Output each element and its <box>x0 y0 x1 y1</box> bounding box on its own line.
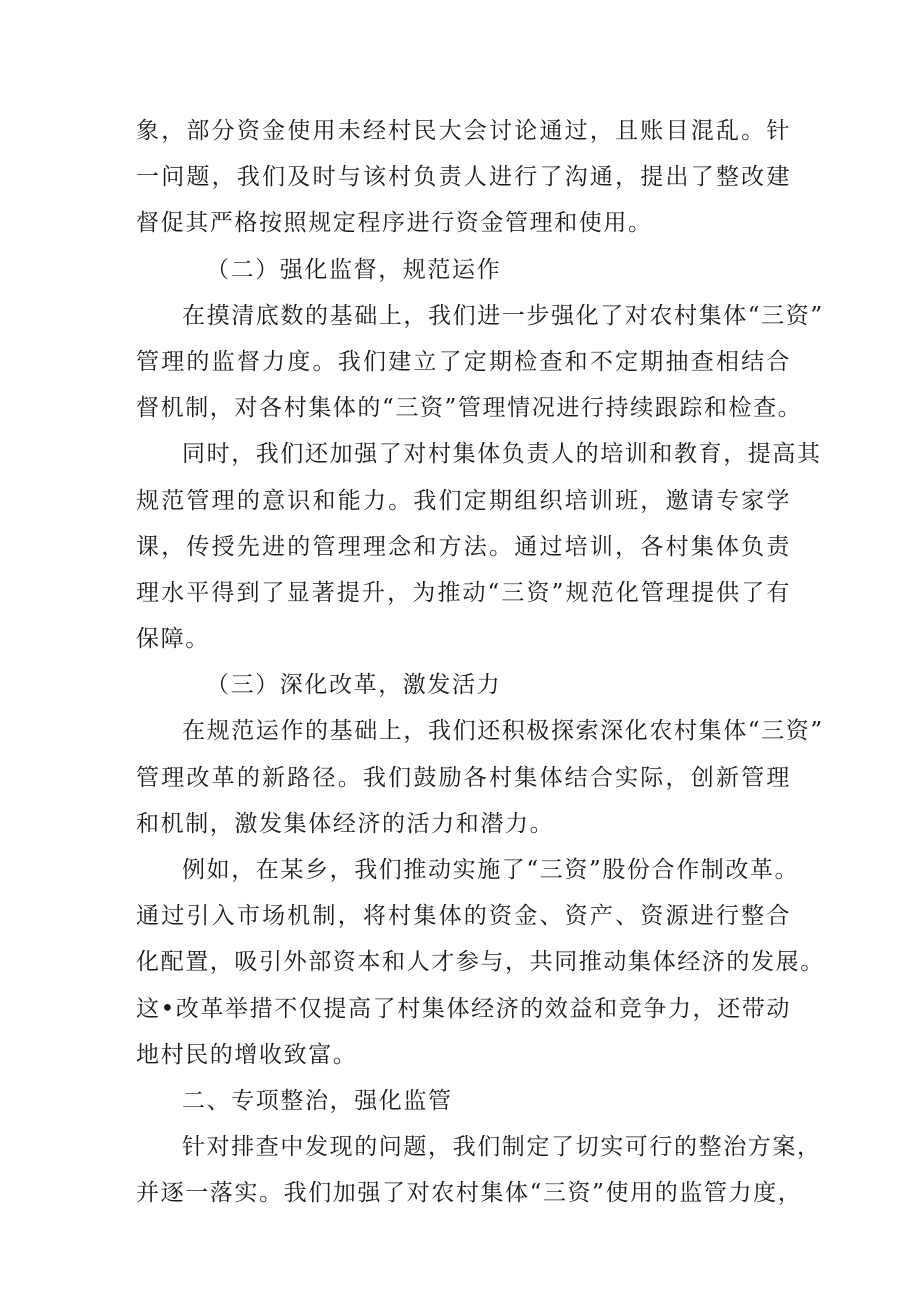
text-line: 通过引入市场机制，将村集体的资金、资产、资源进行整合 <box>136 903 791 930</box>
text-line: 地村民的增收致富。 <box>136 1041 358 1068</box>
section-heading: （二）强化监督，规范运作 <box>206 256 502 283</box>
text-line: 和机制，激发集体经济的活力和潜力。 <box>136 810 555 837</box>
text-line: 管理改革的新路径。我们鼓励各村集体结合实际，创新管理 <box>136 764 791 791</box>
text-line: 这•改革举措不仅提高了村集体经济的效益和竞争力，还带动 <box>136 995 791 1022</box>
section-heading: （三）深化改革，激发活力 <box>206 672 502 699</box>
text-line: 在规范运作的基础上，我们还积极探索深化农村集体“三资” <box>182 718 824 745</box>
text-line: 督机制，对各村集体的“三资”管理情况进行持续跟踪和检查。 <box>136 395 803 422</box>
text-line: 规范管理的意识和能力。我们定期组织培训班，邀请专家学 <box>136 487 791 514</box>
text-line: 针对排查中发现的问题，我们制定了切实可行的整治方案， <box>182 1134 822 1161</box>
section-heading: 二、专项整治，强化监管 <box>182 1087 453 1114</box>
text-line: 一问题，我们及时与该村负责人进行了沟通，提出了整改建 <box>136 164 791 191</box>
text-line: 管理的监督力度。我们建立了定期检查和不定期抽查相结合 <box>136 348 791 375</box>
text-line: 督促其严格按照规定程序进行资金管理和使用。 <box>136 210 653 237</box>
text-line: 象，部分资金使用未经村民大会讨论通过，且账目混乱。针 <box>136 118 791 144</box>
text-line: 例如，在某乡，我们推动实施了“三资”股份合作制改革。 <box>182 857 800 883</box>
text-line: 在摸清底数的基础上，我们进一步强化了对农村集体“三资” <box>182 302 824 329</box>
text-line: 同时，我们还加强了对村集体负责人的培训和教育，提高其 <box>182 441 822 468</box>
text-line: 并逐一落实。我们加强了对农村集体“三资”使用的监管力度， <box>136 1180 803 1207</box>
body-text <box>136 108 825 1217</box>
text-line: 保障。 <box>136 626 210 653</box>
text-line: 课，传授先进的管理理念和方法。通过培训，各村集体负责 <box>136 533 791 560</box>
text-line: 化配置，吸引外部资本和人才参与，共同推动集体经济的发展。 <box>136 949 825 976</box>
text-line: 理水平得到了显著提升，为推动“三资”规范化管理提供了有 <box>136 579 791 606</box>
